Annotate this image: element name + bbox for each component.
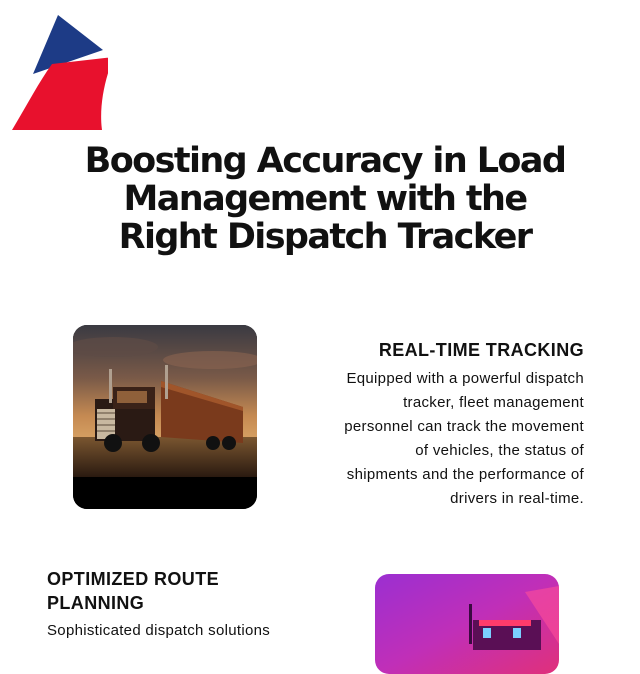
body-line: of vehicles, the status of <box>415 442 584 459</box>
body-line: Sophisticated dispatch solutions <box>47 622 271 639</box>
company-logo <box>8 12 108 132</box>
body-line: shipments and the performance of <box>346 466 584 483</box>
heading-line: OPTIMIZED ROUTE <box>47 569 219 589</box>
truck-neon-image <box>375 574 559 674</box>
section-heading-real-time-tracking: REAL-TIME TRACKING <box>378 340 584 360</box>
body-line: Equipped with a powerful dispatch <box>346 370 584 387</box>
body-line: tracker, fleet management <box>403 394 584 411</box>
body-line: personnel can track the movement <box>344 418 584 435</box>
section-heading-optimized-route-planning <box>47 567 219 615</box>
title-line: Right Dispatch Tracker <box>118 217 532 257</box>
title-line: Boosting Accuracy in Load <box>84 141 566 181</box>
body-line: drivers in real-time. <box>450 490 584 507</box>
section-body-optimized-route-planning <box>47 619 270 643</box>
heading-line: PLANNING <box>47 593 145 613</box>
title-line: Management with the <box>123 179 527 219</box>
page-title <box>60 142 590 256</box>
section-body-real-time-tracking <box>294 367 584 511</box>
truck-sunset-image <box>73 325 257 509</box>
